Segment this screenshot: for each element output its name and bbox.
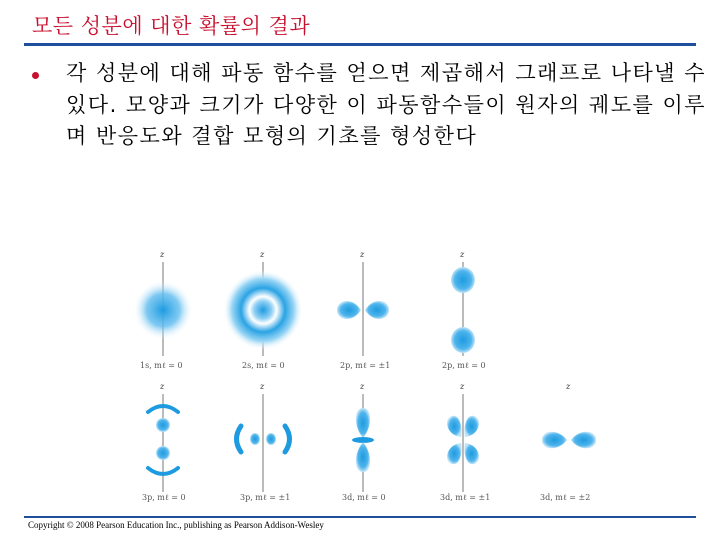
footer-divider	[24, 516, 696, 518]
copyright-text: Copyright © 2008 Pearson Education Inc., publishing as Pearson Addison-Wesley	[28, 520, 324, 530]
orbital-label: 2p, mℓ = 0	[442, 361, 486, 370]
z-axis-label: z	[360, 382, 365, 391]
slide-title: 모든 성분에 대한 확률의 결과	[32, 14, 311, 38]
z-axis-label: z	[260, 250, 265, 259]
orbital-label: 3d, mℓ = ±2	[540, 493, 591, 502]
orbital-label: 2p, mℓ = ±1	[340, 361, 391, 370]
z-axis-label: z	[260, 382, 265, 391]
orbital-label: 1s, mℓ = 0	[140, 361, 183, 370]
z-axis-label: z	[160, 250, 165, 259]
orbital-label: 3d, mℓ = ±1	[440, 493, 491, 502]
bullet-icon	[32, 72, 39, 79]
title-divider	[24, 43, 696, 46]
z-axis-label: z	[460, 250, 465, 259]
orbital-label: 3d, mℓ = 0	[342, 493, 386, 502]
orbital-3d-pm1	[404, 380, 522, 530]
orbital-3d-pm2	[510, 380, 628, 530]
z-axis-label: z	[566, 382, 571, 391]
orbital-label: 2s, mℓ = 0	[242, 361, 285, 370]
orbital-label: 3p, mℓ = 0	[142, 493, 186, 502]
z-axis-label: z	[360, 250, 365, 259]
z-axis-label: z	[460, 382, 465, 391]
orbital-label: 3p, mℓ = ±1	[240, 493, 291, 502]
bullet-text: 각 성분에 대해 파동 함수를 얻으면 제곱해서 그래프로 나타낼 수 있다. 모양과 크기가 다양한 이 파동함수들이 원자의 궤도를 이루며 반응도와 결합 모형의 기초를 형성한다	[66, 61, 707, 148]
z-axis-label: z	[160, 382, 165, 391]
orbital-2p-0	[404, 248, 522, 398]
